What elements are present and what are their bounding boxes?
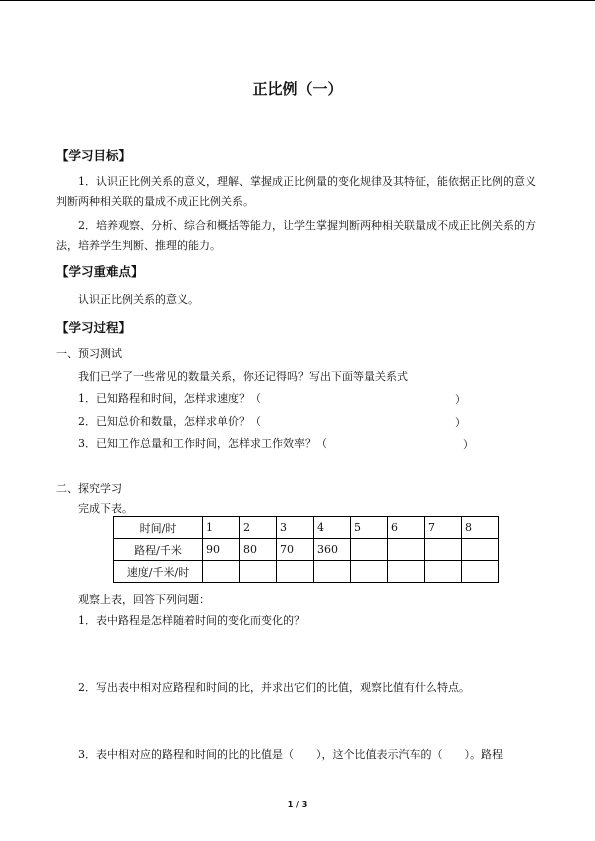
process-heading: 【学习过程】 xyxy=(56,320,132,335)
observe-prompt: 观察上表，回答下列问题： xyxy=(78,593,210,606)
table-row xyxy=(114,539,499,561)
table-cell xyxy=(425,539,462,561)
objective-item-2: 2．培养观察、分析、综合和概括等能力，让学生掌握判断两种相关联量成不成正比例关系的方法，培养学生判断、推理的能力。 xyxy=(56,219,536,252)
key-points-text: 认识正比例关系的意义。 xyxy=(78,293,199,306)
objectives-heading: 【学习目标】 xyxy=(56,148,132,163)
table-cell xyxy=(277,561,314,583)
table-cell xyxy=(462,561,499,583)
table-cell: 7 xyxy=(425,517,462,539)
speed-table xyxy=(113,516,499,583)
table-row xyxy=(114,517,499,539)
explore-intro: 完成下表。 xyxy=(78,502,133,515)
page-title: 正比例（一） xyxy=(252,80,343,98)
preview-question-3: 3．已知工作总量和工作时间，怎样求工作效率？（ xyxy=(78,437,327,450)
table-cell xyxy=(351,539,388,561)
table-cell: 1 xyxy=(203,517,240,539)
row-label: 速度/千米/时 xyxy=(114,561,203,583)
table-cell: 360 xyxy=(314,539,351,561)
row-label: 时间/时 xyxy=(114,517,203,539)
preview-intro: 我们已学了一些常见的数量关系，你还记得吗？写出下面等量关系式 xyxy=(78,370,408,383)
explore-heading: 二、探究学习 xyxy=(56,482,122,495)
table-row xyxy=(114,561,499,583)
table-cell xyxy=(314,561,351,583)
explore-question-2: 2．写出表中相对应路程和时间的比，并求出它们的比值，观察比值有什么特点。 xyxy=(78,681,470,694)
page-number: 1 / 3 xyxy=(287,800,308,809)
table-cell: 80 xyxy=(240,539,277,561)
explore-question-1: 1．表中路程是怎样随着时间的变化而变化的？ xyxy=(78,614,305,627)
top-rule xyxy=(0,0,595,1)
table-cell xyxy=(240,561,277,583)
key-points-heading: 【学习重难点】 xyxy=(56,264,144,279)
table-cell: 4 xyxy=(314,517,351,539)
table-cell: 3 xyxy=(277,517,314,539)
table-cell xyxy=(203,561,240,583)
preview-heading: 一、预习测试 xyxy=(56,347,122,360)
row-label: 路程/千米 xyxy=(114,539,203,561)
preview-question-3-close: ） xyxy=(463,438,474,451)
table-cell: 2 xyxy=(240,517,277,539)
table-cell: 90 xyxy=(203,539,240,561)
preview-question-2: 2．已知总价和数量，怎样求单价？（ xyxy=(78,415,261,428)
table-cell: 70 xyxy=(277,539,314,561)
objective-item-1: 1．认识正比例关系的意义，理解、掌握成正比例量的变化规律及其特征，能依据正比例的意义判断两种相关联的量成不成正比例关系。 xyxy=(56,175,536,208)
table-cell: 8 xyxy=(462,517,499,539)
preview-question-1-close: ） xyxy=(455,393,466,406)
table-cell xyxy=(462,539,499,561)
table-cell xyxy=(388,561,425,583)
preview-question-2-close: ） xyxy=(455,416,466,429)
explore-question-3: 3．表中相对应的路程和时间的比的比值是（ ），这个比值表示汽车的（ ）。路程 xyxy=(78,748,503,761)
table-cell xyxy=(425,561,462,583)
table-cell xyxy=(351,561,388,583)
preview-question-1: 1．已知路程和时间，怎样求速度？（ xyxy=(78,392,261,405)
table-cell: 6 xyxy=(388,517,425,539)
table-cell xyxy=(388,539,425,561)
table-cell: 5 xyxy=(351,517,388,539)
